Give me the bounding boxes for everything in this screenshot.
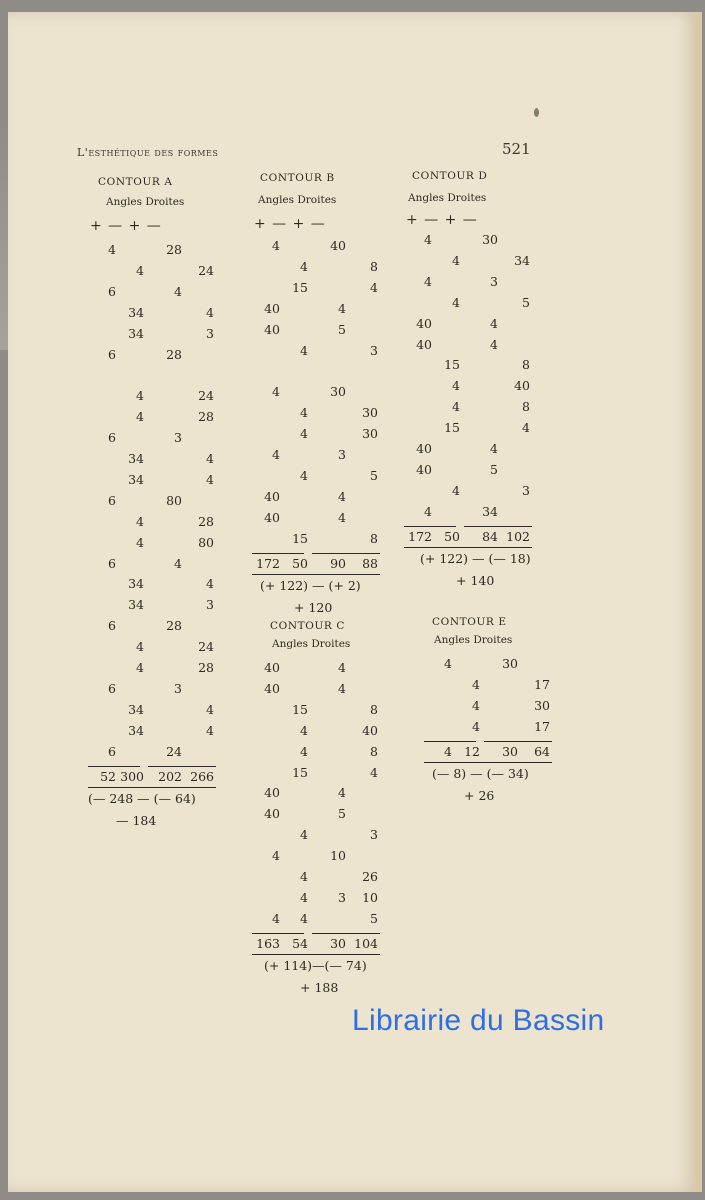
contour-a-row: [88, 388, 248, 408]
total-cell: 266: [190, 768, 214, 784]
total-rule: [312, 553, 380, 554]
total-rule: [252, 553, 304, 554]
result-value: + 188: [300, 979, 339, 995]
table-cell: 40: [264, 321, 280, 337]
table-cell: 4: [452, 294, 460, 310]
table-cell: 4: [424, 273, 432, 289]
table-cell: 5: [338, 806, 346, 822]
table-cell: 5: [490, 461, 498, 477]
contour-a-row: [88, 263, 248, 283]
table-cell: 4: [136, 262, 144, 278]
contour-a-row: [88, 556, 248, 576]
table-cell: 6: [108, 492, 116, 508]
total-cell: 300: [120, 768, 144, 784]
table-cell: 40: [416, 461, 432, 477]
table-cell: 4: [108, 242, 116, 257]
table-cell: 6: [108, 618, 116, 634]
contour-d-row: [404, 274, 564, 294]
table-cell: 4: [370, 764, 378, 780]
table-cell: 4: [300, 889, 308, 905]
table-cell: 24: [166, 743, 182, 759]
result-value: + 120: [294, 599, 333, 615]
contour-b-row: [252, 384, 412, 404]
contour-a-table: [88, 176, 248, 826]
contour-d-title: CONTOUR D: [412, 170, 488, 182]
table-cell: 30: [502, 656, 518, 671]
total-cell: 50: [444, 528, 460, 544]
total-rule: [484, 741, 552, 742]
contour-a-row: [88, 305, 248, 325]
table-cell: 4: [136, 660, 144, 675]
table-cell: 40: [264, 488, 280, 504]
contour-c-row: [252, 890, 412, 910]
table-cell: 10: [330, 848, 346, 864]
contour-a-row: [88, 660, 248, 680]
contour-c-row: [252, 723, 412, 743]
total-cell: 88: [362, 555, 378, 571]
table-cell: 4: [136, 513, 144, 529]
total-cell: 54: [292, 935, 308, 951]
table-cell: 4: [424, 232, 432, 247]
contour-c-row: [252, 785, 412, 805]
difference-expression: (+ 122) — (+ 2): [260, 577, 361, 593]
contour-e-row: [424, 719, 584, 739]
table-cell: 4: [272, 447, 280, 462]
contour-d-row: [404, 504, 564, 524]
contour-a-row: [88, 242, 248, 262]
table-cell: 3: [174, 430, 182, 446]
table-cell: 80: [166, 492, 182, 508]
total-cell: 12: [464, 743, 480, 759]
total-cell: 172: [256, 555, 280, 571]
table-cell: 4: [206, 471, 214, 487]
total-rule: [464, 526, 532, 527]
table-cell: 4: [272, 910, 280, 926]
contour-a-row: [88, 744, 248, 764]
table-cell: 34: [128, 325, 144, 341]
table-cell: 6: [108, 743, 116, 759]
table-cell: 34: [128, 451, 144, 466]
contour-c-row: [252, 869, 412, 889]
contour-b-row: [252, 301, 412, 321]
table-cell: 15: [292, 701, 308, 717]
contour-a-row: [88, 493, 248, 513]
table-cell: 8: [370, 701, 378, 717]
table-cell: 34: [482, 503, 498, 519]
table-cell: 40: [264, 300, 280, 316]
table-cell: 28: [166, 242, 182, 257]
contour-a-row: [88, 326, 248, 346]
table-cell: 15: [444, 357, 460, 373]
total-cell: 64: [534, 743, 550, 759]
table-cell: 4: [136, 534, 144, 550]
table-cell: 40: [416, 336, 432, 352]
contour-b-row: [252, 322, 412, 342]
total-rule: [424, 741, 476, 742]
table-cell: 5: [338, 321, 346, 337]
contour-b-row: [252, 405, 412, 425]
table-cell: 4: [272, 238, 280, 253]
table-cell: 4: [452, 252, 460, 268]
contour-d-table: [404, 170, 564, 610]
watermark-text: Librairie du Bassin: [352, 1004, 605, 1037]
total-cell: 50: [292, 555, 308, 571]
table-cell: 3: [338, 447, 346, 462]
total-cell: 4: [444, 743, 452, 759]
contour-b-row: [252, 489, 412, 509]
table-cell: 4: [174, 555, 182, 571]
contour-c-row: [252, 911, 412, 931]
table-cell: 4: [206, 304, 214, 320]
total-rule: [252, 933, 304, 934]
table-cell: 4: [300, 426, 308, 442]
page-spot: [534, 108, 539, 117]
contour-b-totals: [252, 556, 412, 576]
contour-e-subheading: Angles Droites: [434, 634, 513, 646]
table-cell: 40: [362, 722, 378, 738]
contour-d-row: [404, 378, 564, 398]
table-cell: 4: [444, 656, 452, 671]
result-value: + 26: [464, 787, 495, 803]
contour-c-row: [252, 681, 412, 701]
contour-d-row: [404, 462, 564, 482]
contour-d-row: [404, 483, 564, 503]
contour-a-totals: [88, 769, 248, 789]
contour-a-title: CONTOUR A: [98, 176, 173, 188]
table-cell: 34: [128, 576, 144, 592]
table-cell: 30: [362, 426, 378, 442]
contour-a-row: [88, 514, 248, 534]
contour-a-row: [88, 284, 248, 304]
table-cell: 3: [370, 342, 378, 358]
table-cell: 4: [490, 315, 498, 331]
table-cell: 4: [136, 409, 144, 425]
contour-b-row: [252, 447, 412, 467]
contour-c-totals: [252, 936, 412, 956]
table-cell: 34: [128, 722, 144, 738]
table-cell: 5: [522, 294, 530, 310]
result-value: + 140: [456, 572, 495, 588]
contour-a-row: [88, 347, 248, 367]
difference-expression: (— 8) — (— 34): [432, 765, 529, 781]
contour-d-row: [404, 399, 564, 419]
table-cell: 10: [362, 889, 378, 905]
contour-a-row: [88, 472, 248, 492]
contour-b-row: [252, 343, 412, 363]
contour-c-row: [252, 848, 412, 868]
table-cell: 4: [338, 680, 346, 696]
table-cell: 4: [370, 279, 378, 295]
table-cell: 4: [472, 697, 480, 713]
table-cell: 4: [522, 420, 530, 436]
table-cell: 4: [338, 300, 346, 316]
contour-e-row: [424, 698, 584, 718]
contour-a-subheading: Angles Droites: [106, 196, 185, 208]
contour-a-row: [88, 451, 248, 471]
table-cell: 24: [198, 262, 214, 278]
contour-b-row: [252, 363, 412, 383]
table-cell: 40: [264, 660, 280, 675]
contour-b-row: [252, 531, 412, 551]
table-cell: 34: [514, 252, 530, 268]
contour-a-row: [88, 618, 248, 638]
contour-e-row: [424, 677, 584, 697]
contour-a-row: [88, 597, 248, 617]
table-cell: 30: [330, 384, 346, 400]
total-cell: 172: [408, 528, 432, 544]
table-cell: 4: [272, 848, 280, 864]
contour-d-subheading: Angles Droites: [408, 192, 487, 204]
difference-expression: (+ 114)—(— 74): [264, 957, 367, 973]
table-cell: 6: [108, 555, 116, 571]
table-cell: 4: [300, 342, 308, 358]
table-cell: 6: [108, 283, 116, 299]
contour-b-row: [252, 426, 412, 446]
total-cell: 104: [354, 935, 378, 951]
table-cell: 24: [198, 639, 214, 655]
contour-d-row: [404, 253, 564, 273]
table-cell: 4: [472, 718, 480, 734]
total-underline: [404, 547, 532, 548]
contour-b-row: [252, 238, 412, 258]
table-cell: 4: [272, 384, 280, 400]
table-cell: 28: [166, 618, 182, 634]
table-cell: 30: [534, 697, 550, 713]
total-rule: [312, 933, 380, 934]
contour-a-row: [88, 639, 248, 659]
running-title: L'esthétique des formes: [77, 146, 219, 159]
table-cell: 17: [534, 676, 550, 692]
contour-c-row: [252, 660, 412, 680]
table-cell: 4: [338, 660, 346, 675]
total-rule: [88, 766, 140, 767]
table-cell: 4: [300, 722, 308, 738]
difference-expression: (— 248 — (— 64): [88, 790, 196, 806]
table-cell: 5: [370, 910, 378, 926]
table-cell: 15: [292, 279, 308, 295]
table-cell: 17: [534, 718, 550, 734]
contour-b-row: [252, 510, 412, 530]
table-cell: 28: [198, 409, 214, 425]
table-cell: 4: [206, 722, 214, 738]
contour-d-signs: + — + —: [406, 212, 478, 228]
table-cell: 8: [370, 530, 378, 546]
table-cell: 15: [292, 764, 308, 780]
table-cell: 30: [362, 405, 378, 421]
contour-d-row: [404, 357, 564, 377]
table-cell: 4: [452, 378, 460, 394]
table-cell: 4: [136, 639, 144, 655]
table-cell: 4: [338, 785, 346, 801]
table-cell: 40: [264, 785, 280, 801]
table-cell: 4: [300, 405, 308, 421]
table-cell: 4: [490, 336, 498, 352]
table-cell: 30: [482, 232, 498, 247]
table-cell: 4: [300, 869, 308, 884]
contour-a-row: [88, 576, 248, 596]
total-rule: [148, 766, 216, 767]
contour-d-row: [404, 441, 564, 461]
result-value: — 184: [116, 812, 157, 828]
table-cell: 6: [108, 346, 116, 362]
table-cell: 28: [198, 660, 214, 675]
total-underline: [252, 954, 380, 955]
table-cell: 6: [108, 680, 116, 696]
table-cell: 40: [330, 238, 346, 253]
contour-b-row: [252, 259, 412, 279]
table-cell: 4: [300, 743, 308, 759]
table-cell: 3: [490, 273, 498, 289]
contour-d-row: [404, 232, 564, 252]
table-cell: 40: [416, 315, 432, 331]
difference-expression: (+ 122) — (— 18): [420, 550, 531, 566]
total-cell: 163: [256, 935, 280, 951]
total-cell: 30: [330, 935, 346, 951]
total-cell: 90: [330, 555, 346, 571]
table-cell: 4: [300, 827, 308, 843]
table-cell: 34: [128, 471, 144, 487]
table-cell: 8: [370, 258, 378, 274]
total-cell: 202: [158, 768, 182, 784]
table-cell: 4: [424, 503, 432, 519]
table-cell: 4: [300, 910, 308, 926]
contour-a-row: [88, 409, 248, 429]
total-cell: 102: [506, 528, 530, 544]
table-cell: 4: [452, 399, 460, 415]
table-cell: 15: [444, 420, 460, 436]
contour-a-row: [88, 430, 248, 450]
total-underline: [88, 787, 216, 788]
table-cell: 4: [338, 488, 346, 504]
contour-c-subheading: Angles Droites: [272, 638, 351, 650]
contour-b-title: CONTOUR B: [260, 172, 335, 184]
table-cell: 8: [522, 399, 530, 415]
table-cell: 4: [338, 509, 346, 525]
contour-a-signs: + — + —: [90, 218, 162, 234]
table-cell: 34: [128, 701, 144, 717]
table-cell: 4: [136, 388, 144, 404]
contour-d-row: [404, 295, 564, 315]
contour-c-row: [252, 806, 412, 826]
total-cell: 52: [100, 768, 116, 784]
table-cell: 8: [522, 357, 530, 373]
table-cell: 34: [128, 597, 144, 613]
contour-a-row: [88, 681, 248, 701]
table-cell: 4: [174, 283, 182, 299]
total-rule: [404, 526, 456, 527]
table-cell: 34: [128, 304, 144, 320]
contour-d-row: [404, 337, 564, 357]
contour-d-row: [404, 316, 564, 336]
table-cell: 3: [206, 597, 214, 613]
contour-c-table: [252, 620, 412, 1000]
table-cell: 4: [300, 258, 308, 274]
contour-e-table: [424, 616, 584, 806]
table-cell: 80: [198, 534, 214, 550]
contour-c-title: CONTOUR C: [270, 620, 345, 632]
table-cell: 40: [264, 806, 280, 822]
total-underline: [424, 762, 552, 763]
contour-b-subheading: Angles Droites: [258, 194, 337, 206]
contour-e-totals: [424, 744, 584, 764]
page-number: 521: [502, 140, 531, 158]
table-cell: 24: [198, 388, 214, 404]
contour-c-row: [252, 702, 412, 722]
table-cell: 3: [338, 889, 346, 905]
total-cell: 84: [482, 528, 498, 544]
table-cell: 3: [522, 482, 530, 498]
table-cell: 26: [362, 869, 378, 884]
contour-b-row: [252, 468, 412, 488]
total-underline: [252, 574, 380, 575]
table-cell: 3: [370, 827, 378, 843]
table-cell: 4: [206, 701, 214, 717]
table-cell: 8: [370, 743, 378, 759]
total-cell: 30: [502, 743, 518, 759]
table-cell: 4: [490, 441, 498, 456]
contour-e-row: [424, 656, 584, 676]
table-cell: 15: [292, 530, 308, 546]
table-cell: 40: [514, 378, 530, 394]
contour-a-row: [88, 702, 248, 722]
contour-c-row: [252, 827, 412, 847]
table-cell: 3: [206, 325, 214, 341]
table-cell: 4: [206, 451, 214, 466]
table-cell: 40: [264, 680, 280, 696]
table-cell: 40: [416, 441, 432, 456]
table-cell: 28: [198, 513, 214, 529]
contour-e-title: CONTOUR E: [432, 616, 507, 628]
table-cell: 4: [206, 576, 214, 592]
table-cell: 4: [472, 676, 480, 692]
table-cell: 6: [108, 430, 116, 446]
contour-c-row: [252, 765, 412, 785]
contour-b-table: [252, 172, 412, 615]
table-cell: 4: [300, 467, 308, 483]
contour-a-row: [88, 367, 248, 387]
table-cell: 5: [370, 467, 378, 483]
table-cell: 40: [264, 509, 280, 525]
contour-d-totals: [404, 529, 564, 549]
contour-b-signs: + — + —: [254, 216, 326, 232]
table-cell: 4: [452, 482, 460, 498]
contour-a-row: [88, 535, 248, 555]
table-cell: 28: [166, 346, 182, 362]
table-cell: 3: [174, 680, 182, 696]
contour-d-row: [404, 420, 564, 440]
contour-c-row: [252, 744, 412, 764]
contour-a-row: [88, 723, 248, 743]
contour-b-row: [252, 280, 412, 300]
